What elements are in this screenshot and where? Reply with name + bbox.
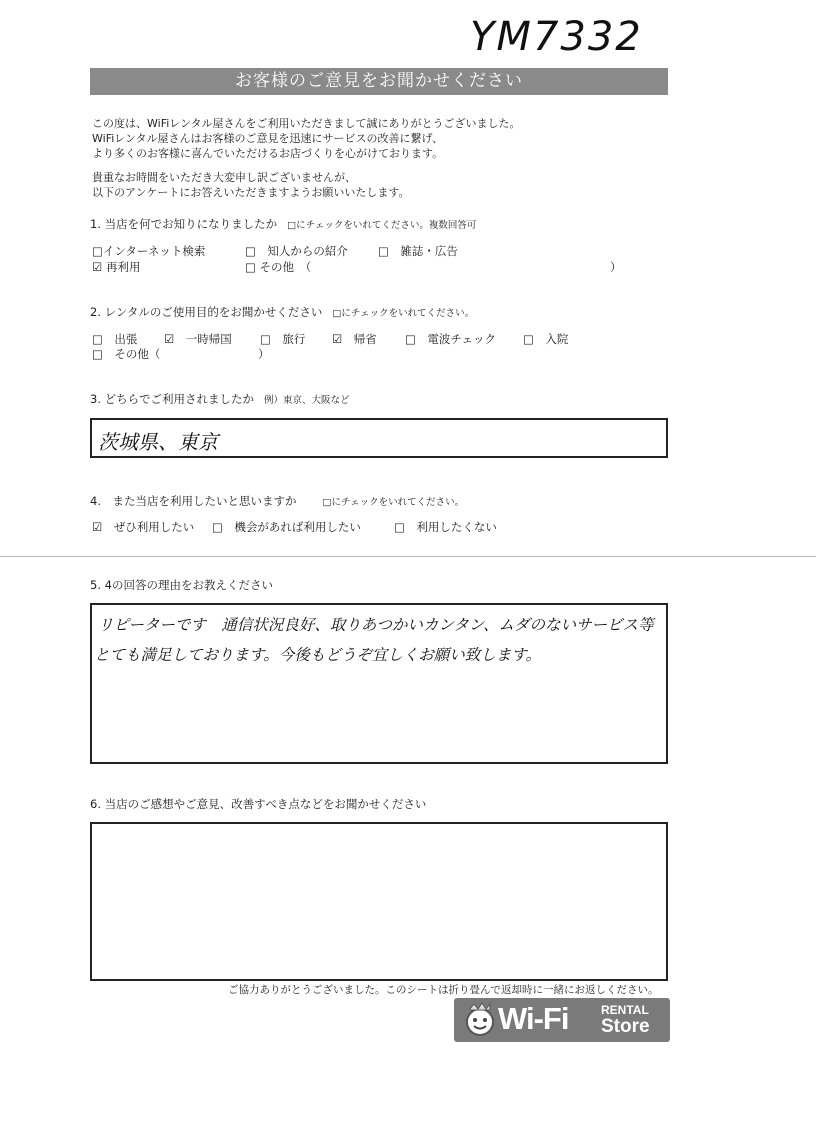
q4-label-row: [90, 493, 464, 509]
intro-line-1: この度は、WiFiレンタル屋さんをご利用いただきまして誠にありがとうございました。: [92, 117, 521, 130]
q4-option-maybe[interactable]: □ 機会があれば利用したい: [212, 520, 361, 534]
mascot-icon: [460, 1000, 500, 1040]
q4-label: 4. また当店を利用したいと思いますか: [90, 494, 297, 508]
q5-answer-box[interactable]: [90, 603, 668, 764]
q2-option-temp-return[interactable]: ☑ 一時帰国: [164, 332, 232, 346]
q2-label-row: [90, 304, 474, 320]
handwritten-document-id: YM7332: [470, 14, 643, 60]
q2-option-business[interactable]: □ 出張: [92, 332, 138, 346]
intro-line-3: より多くのお客様に喜んでいただけるお店づくりを心がけております。: [92, 147, 444, 160]
q2-note: □にチェックをいれてください。: [332, 308, 475, 319]
intro-line-2: WiFiレンタル屋さんはお客様のご意見を迅速にサービスの改善に繋げ、: [92, 132, 444, 145]
q3-answer-text: 茨城県、東京: [98, 430, 218, 454]
intro-line-5: 以下のアンケートにお答えいただきますようお願いいたします。: [92, 186, 410, 199]
logo-store-text: Store: [601, 1016, 650, 1037]
q1-option-reuse[interactable]: ☑ 再利用: [92, 260, 141, 274]
q5-answer-line-1: リピーターです 通信状況良好、取りあつかいカンタン、ムダのないサービス等: [98, 616, 654, 634]
q4-option-no[interactable]: □ 利用したくない: [394, 520, 497, 534]
q1-option-magazine[interactable]: □ 雑誌・広告: [378, 244, 458, 258]
logo-main-text: Wi-Fi: [498, 1001, 569, 1036]
q5-label: 5. 4の回答の理由をお教えください: [90, 578, 273, 592]
q1-option-friend[interactable]: □ 知人からの紹介: [245, 244, 348, 258]
logo-rental-text: RENTAL: [601, 1003, 649, 1017]
q1-option-internet[interactable]: □インターネット検索: [92, 244, 206, 258]
intro-line-4: 貴重なお時間をいただき大変申し訳ございませんが、: [92, 171, 356, 184]
q1-note: □にチェックをいれてください。複数回答可: [287, 220, 477, 231]
q2-label: 2. レンタルのご使用目的をお聞かせください: [90, 305, 323, 319]
q2-option-other-close: ）: [258, 347, 270, 361]
q6-label: 6. 当店のご感想やご意見、改善すべき点などをお聞かせください: [90, 797, 427, 811]
wifi-store-logo: [454, 998, 670, 1042]
q4-note: □にチェックをいれてください。: [322, 497, 465, 508]
q3-answer-box[interactable]: [90, 418, 668, 458]
q2-option-homecoming[interactable]: ☑ 帰省: [332, 332, 377, 346]
q6-answer-box[interactable]: [90, 822, 668, 981]
footer-thanks: ご協力ありがとうございました。このシートは折り畳んで返却時に一緒にお返しください。: [228, 984, 659, 996]
q1-option-other-close: ）: [610, 260, 622, 274]
q1-label-row: [90, 216, 476, 232]
q1-option-other[interactable]: □ その他 （: [245, 260, 312, 274]
page-title: お客様のご意見をお聞かせください: [90, 68, 668, 95]
q5-answer-line-2: とても満足しております。今後もどうぞ宜しくお願い致します。: [94, 646, 542, 664]
q4-option-definitely[interactable]: ☑ ぜひ利用したい: [92, 520, 195, 534]
section-divider: [0, 556, 816, 557]
q2-option-travel[interactable]: □ 旅行: [260, 332, 306, 346]
q2-option-hospital[interactable]: □ 入院: [523, 332, 569, 346]
q2-option-other[interactable]: □ その他（: [92, 347, 161, 361]
q3-label: 3. どちらでご利用されましたか: [90, 392, 255, 406]
q3-label-row: [90, 391, 350, 407]
q3-note: 例）東京、大阪など: [264, 395, 350, 406]
q2-option-signal-check[interactable]: □ 電波チェック: [405, 332, 497, 346]
q1-label: 1. 当店を何でお知りになりましたか: [90, 217, 278, 231]
